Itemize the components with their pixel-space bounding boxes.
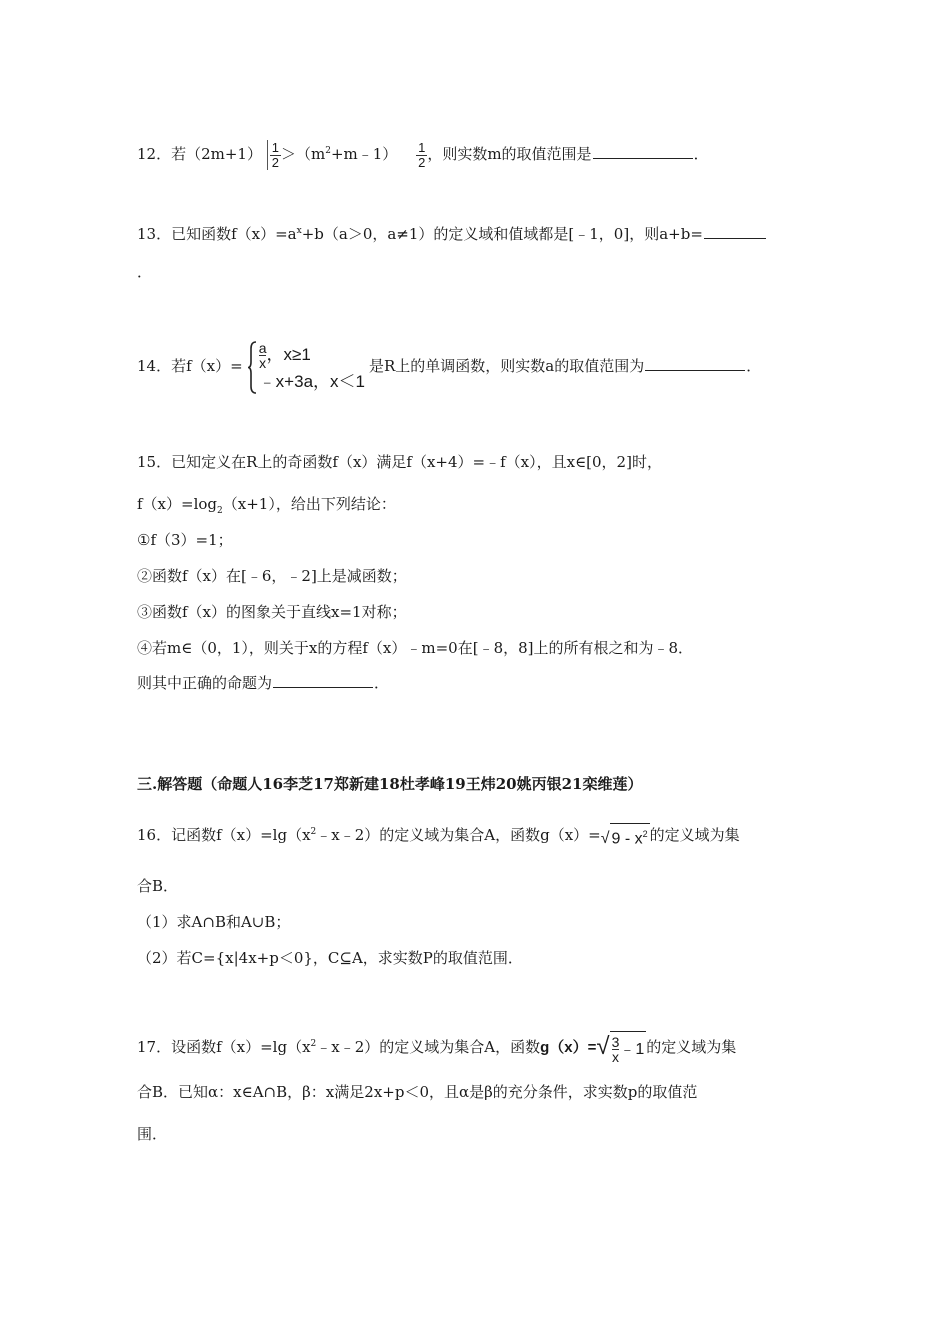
fraction <box>270 141 281 170</box>
question-text: +b（a＞0，a≠1）的定义域和值域都是[﹣1，0]，则a+b= <box>301 225 703 243</box>
function-label: g（x）= <box>540 1039 597 1056</box>
punctuation: ． <box>746 357 762 375</box>
fraction-numerator: 3 <box>611 1033 620 1050</box>
question-number: 16． <box>137 826 172 844</box>
superscript: 2 <box>325 146 331 156</box>
question-number: 14． <box>137 357 172 375</box>
radicand <box>610 823 650 849</box>
radicand-text: ﹣1 <box>619 1040 645 1058</box>
question-text: ＞（m <box>281 145 326 163</box>
piecewise-row-2: ﹣x+3a，x＜1 <box>258 371 365 391</box>
question-number: 15． <box>137 453 172 471</box>
question-text: 则其中正确的命题为 <box>137 674 273 692</box>
answer-blank[interactable] <box>645 356 745 371</box>
sub-question-2: （2）若C={x|4x+p＜0}，C⊆A，求实数P的取值范围． <box>137 949 523 967</box>
question-text: 若（2m+1） <box>171 145 262 163</box>
question-15 <box>137 452 662 472</box>
divider <box>267 140 268 170</box>
piecewise-row-1 <box>259 341 365 370</box>
question-15-line-2 <box>137 494 396 521</box>
question-text: 已知函数f（x）=a <box>171 225 297 243</box>
question-text: 记函数f（x）=lg（x <box>171 826 311 844</box>
question-13-end <box>137 262 152 282</box>
question-text: 的定义域为集 <box>646 1038 737 1056</box>
question-number: 17． <box>137 1038 172 1056</box>
fraction-denominator: 2 <box>271 154 279 170</box>
answer-blank[interactable] <box>704 224 766 239</box>
section-heading: 三.解答题（命题人16李芝17郑新建18杜孝峰19王炜20姚丙银21栾维莲） <box>137 775 643 793</box>
subscript: 2 <box>217 506 223 516</box>
question-text: 的定义域为集 <box>649 826 740 844</box>
question-14 <box>137 340 761 394</box>
question-17 <box>137 1026 736 1068</box>
superscript: 2 <box>642 828 648 839</box>
sub-question-1: （1）求A∩B和A∪B； <box>137 913 291 931</box>
fraction-denominator: x <box>611 1048 619 1065</box>
left-brace-icon <box>247 341 257 394</box>
fraction-numerator: 1 <box>418 139 426 155</box>
question-text: 若f（x）= <box>171 357 243 375</box>
answer-blank[interactable] <box>273 673 373 688</box>
conclusion-item-3: ③函数f（x）的图象关于直线x=1对称； <box>137 603 407 621</box>
question-text: +m﹣1） <box>330 145 398 163</box>
conclusion-item-1: ①f（3）=1； <box>137 531 233 549</box>
punctuation: ． <box>374 674 390 692</box>
superscript: 2 <box>310 1039 317 1049</box>
conclusion-item-2: ②函数f（x）在[﹣6，﹣2]上是减函数； <box>137 567 407 585</box>
question-16 <box>137 822 740 849</box>
question-text: 已知定义在R上的奇函数f（x）满足f（x+4）=﹣f（x），且x∈[0，2]时， <box>171 453 662 471</box>
radicand <box>610 1031 647 1068</box>
question-12 <box>137 140 709 170</box>
question-13 <box>137 221 767 244</box>
condition-text: ，x≥1 <box>266 344 311 364</box>
question-text: f（x）=log <box>137 495 218 513</box>
question-text: ﹣x﹣2）的定义域为集合A，函数g（x）= <box>316 826 601 844</box>
fraction-denominator: x <box>259 354 267 371</box>
question-16-line-2: 合B． <box>137 877 179 895</box>
superscript: x <box>296 226 302 236</box>
fraction <box>416 141 427 170</box>
question-text: 是R上的单调函数，则实数a的取值范围为 <box>368 357 645 375</box>
superscript: 2 <box>310 827 317 837</box>
punctuation: ． <box>137 263 153 281</box>
question-text: ﹣x﹣2）的定义域为集合A，函数 <box>316 1038 541 1056</box>
answer-blank[interactable] <box>593 144 693 159</box>
fraction-denominator: 2 <box>418 154 426 170</box>
square-root-expression <box>601 823 650 849</box>
radicand-text: 9 - x <box>611 830 643 848</box>
question-text: ，则实数m的取值范围是 <box>427 145 592 163</box>
square-root-expression <box>596 1029 646 1068</box>
fraction-numerator: a <box>258 339 267 356</box>
sqrt-icon: √ <box>600 830 610 848</box>
question-17-line-2: 合B．已知α：x∈A∩B，β：x满足2x+p＜0，且α是β的充分条件，求实数p的取值范 <box>137 1083 698 1101</box>
question-17-line-3: 围． <box>137 1125 168 1143</box>
conclusion-item-4: ④若m∈（0，1），则关于x的方程f（x）﹣m=0在[﹣8，8]上的所有根之和为﹣8． <box>137 639 694 657</box>
question-text: 设函数f（x）=lg（x <box>171 1038 311 1056</box>
punctuation: ． <box>693 145 709 163</box>
question-15-last <box>137 673 389 693</box>
piecewise-function <box>247 341 365 394</box>
question-number: 13． <box>137 225 172 243</box>
question-text: （x+1），给出下列结论： <box>222 495 396 513</box>
sqrt-icon: √ <box>596 1032 610 1060</box>
question-number: 12． <box>137 145 172 163</box>
fraction-numerator: 1 <box>271 139 279 155</box>
